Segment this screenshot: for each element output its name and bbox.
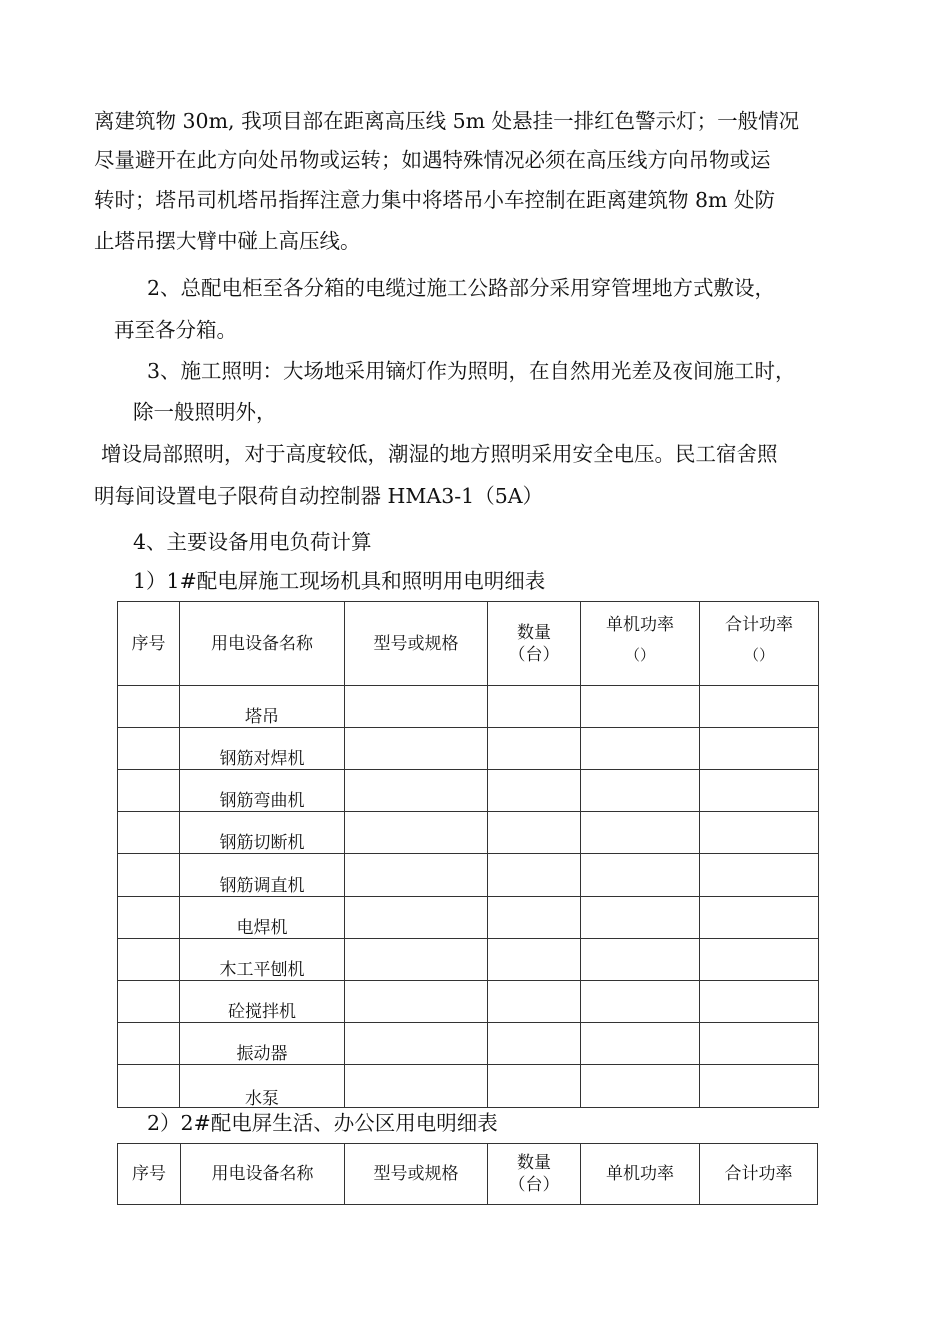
table-row — [118, 812, 819, 854]
header-unit-power: 单机功率 （） — [581, 602, 700, 686]
table-row — [118, 897, 819, 939]
table1-caption: 1）1#配电屏施工现场机具和照明用电明细表 — [133, 569, 546, 593]
paragraph-line: 尽量避开在此方向处吊物或运转；如遇特殊情况必须在高压线方向吊物或运 — [94, 148, 771, 172]
header-model: 型号或规格 — [345, 1144, 488, 1205]
table-row — [118, 981, 819, 1023]
table-row — [118, 939, 819, 981]
header-unit-power: 单机功率 — [581, 1144, 700, 1205]
device-name: 钢筋对焊机 — [180, 728, 345, 770]
equipment-table-1 — [117, 601, 819, 1108]
table-row — [118, 728, 819, 770]
device-name: 钢筋弯曲机 — [180, 770, 345, 812]
paragraph-line: 离建筑物 30m, 我项目部在距离高压线 5m 处悬挂一排红色警示灯；一般情况 — [94, 109, 800, 133]
table-header-row — [118, 1144, 818, 1205]
header-device-name: 用电设备名称 — [181, 1144, 345, 1205]
table-row — [118, 770, 819, 812]
device-name: 木工平刨机 — [180, 939, 345, 981]
paragraph-line: 明每间设置电子限荷自动控制器 HMA3-1（5A） — [94, 484, 544, 508]
table-header-row — [118, 602, 819, 686]
device-name: 砼搅拌机 — [180, 981, 345, 1023]
equipment-table-2 — [117, 1143, 818, 1205]
paragraph-line: 转时；塔吊司机塔吊指挥注意力集中将塔吊小车控制在距离建筑物 8m 处防 — [94, 188, 776, 212]
header-no: 序号 — [118, 602, 180, 686]
table2-caption: 2）2#配电屏生活、办公区用电明细表 — [147, 1111, 498, 1135]
table-row — [118, 1023, 819, 1065]
table-row — [118, 1065, 819, 1108]
paragraph-line: 2、总配电柜至各分箱的电缆过施工公路部分采用穿管埋地方式敷设， — [147, 276, 776, 300]
header-model: 型号或规格 — [345, 602, 488, 686]
device-name: 电焊机 — [180, 897, 345, 939]
header-device-name: 用电设备名称 — [180, 602, 345, 686]
paragraph-line: 3、施工照明：大场地采用镝灯作为照明，在自然用光差及夜间施工时， — [147, 359, 796, 383]
header-quantity: 数量 （台） — [488, 1144, 581, 1205]
section-heading: 4、主要设备用电负荷计算 — [133, 530, 372, 554]
device-name: 钢筋切断机 — [180, 812, 345, 854]
paragraph-line: 再至各分箱。 — [114, 318, 237, 342]
device-name: 塔吊 — [180, 686, 345, 728]
header-total-power: 合计功率 — [700, 1144, 818, 1205]
header-no: 序号 — [118, 1144, 181, 1205]
header-total-power: 合计功率 （） — [700, 602, 819, 686]
paragraph-line: 增设局部照明，对于高度较低，潮湿的地方照明采用安全电压。民工宿舍照 — [101, 442, 778, 466]
table-row — [118, 686, 819, 728]
paragraph-line: 止塔吊摆大臂中碰上高压线。 — [94, 229, 361, 253]
paragraph-line: 除一般照明外， — [133, 400, 277, 424]
header-quantity: 数量 （台） — [488, 602, 581, 686]
device-name: 振动器 — [180, 1023, 345, 1065]
table-row — [118, 854, 819, 897]
device-name: 钢筋调直机 — [180, 854, 345, 897]
device-name: 水泵 — [180, 1065, 345, 1108]
